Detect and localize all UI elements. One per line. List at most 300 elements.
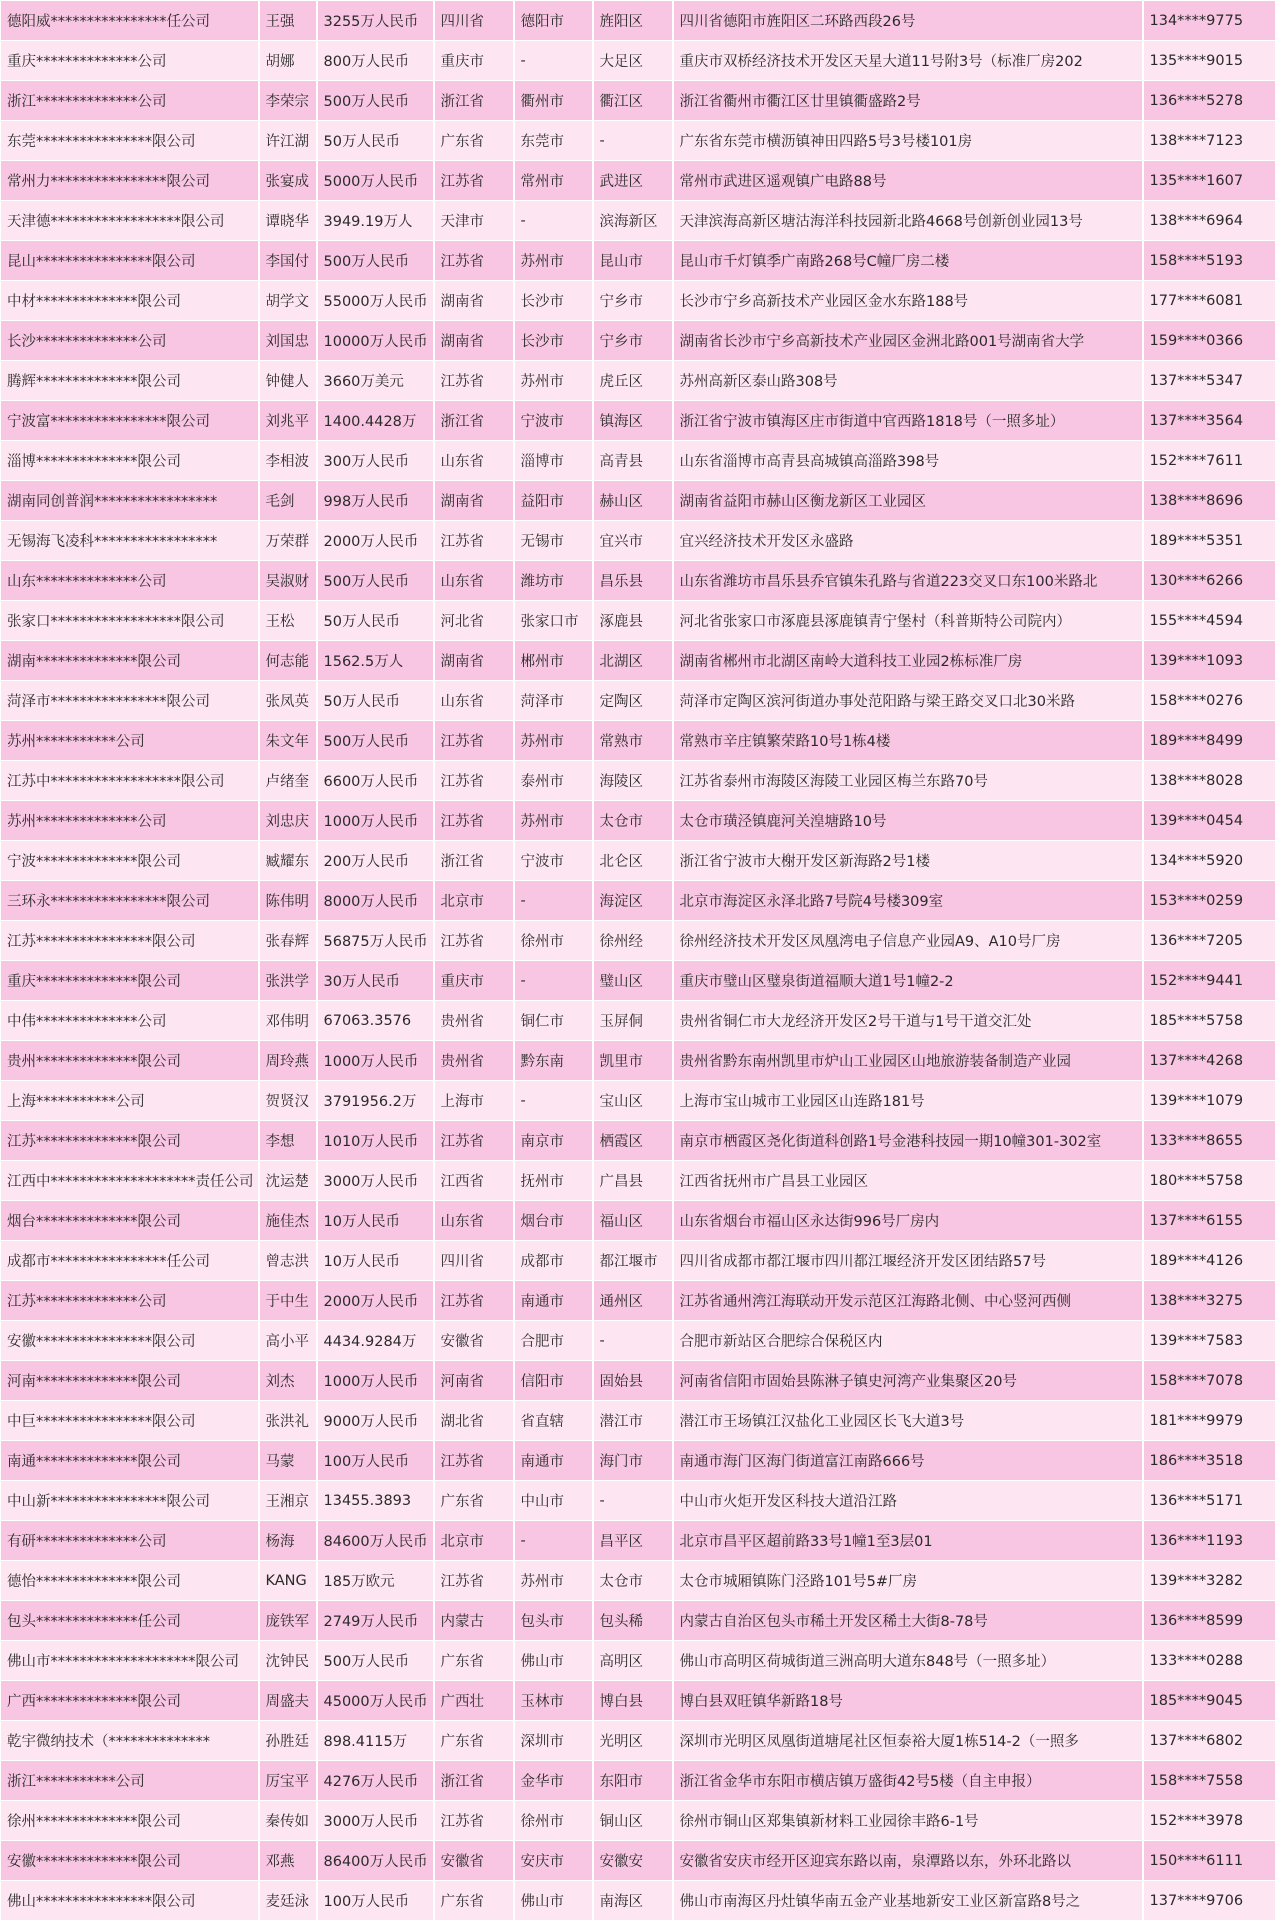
phone-cell: 155****4594 xyxy=(1143,601,1276,641)
district-cell: 镇海区 xyxy=(593,401,673,441)
legal-rep-cell: 刘兆平 xyxy=(259,401,317,441)
legal-rep-cell: 王湘京 xyxy=(259,1481,317,1521)
province-cell: 天津市 xyxy=(434,201,514,241)
table-row xyxy=(1,641,1276,681)
phone-cell: 185****9045 xyxy=(1143,1681,1276,1721)
capital-cell: 8000万人民币 xyxy=(317,881,434,921)
phone-cell: 133****8655 xyxy=(1143,1121,1276,1161)
company-name-cell: 重庆**************限公司 xyxy=(1,961,259,1001)
district-cell: 宝山区 xyxy=(593,1081,673,1121)
capital-cell: 4434.9284万 xyxy=(317,1321,434,1361)
company-name-cell: 安徽****************限公司 xyxy=(1,1321,259,1361)
legal-rep-cell: 周盛夫 xyxy=(259,1681,317,1721)
city-cell: 铜仁市 xyxy=(514,1001,593,1041)
company-name-cell: 江苏**************限公司 xyxy=(1,1121,259,1161)
province-cell: 江苏省 xyxy=(434,1801,514,1841)
capital-cell: 30万人民币 xyxy=(317,961,434,1001)
capital-cell: 1000万人民币 xyxy=(317,1041,434,1081)
company-name-cell: 德阳威****************任公司 xyxy=(1,1,259,41)
company-name-cell: 有研**************公司 xyxy=(1,1521,259,1561)
company-name-cell: 江西中********************责任公司 xyxy=(1,1161,259,1201)
province-cell: 北京市 xyxy=(434,881,514,921)
city-cell: 中山市 xyxy=(514,1481,593,1521)
legal-rep-cell: 吴淑财 xyxy=(259,561,317,601)
city-cell: 南通市 xyxy=(514,1281,593,1321)
legal-rep-cell: 万荣群 xyxy=(259,521,317,561)
phone-cell: 189****5351 xyxy=(1143,521,1276,561)
capital-cell: 84600万人民币 xyxy=(317,1521,434,1561)
address-cell: 佛山市南海区丹灶镇华南五金产业基地新安工业区新富路8号之 xyxy=(673,1881,1143,1921)
legal-rep-cell: 张春辉 xyxy=(259,921,317,961)
city-cell: 苏州市 xyxy=(514,241,593,281)
city-cell: - xyxy=(514,41,593,81)
phone-cell: 137****5347 xyxy=(1143,361,1276,401)
capital-cell: 200万人民币 xyxy=(317,841,434,881)
city-cell: 信阳市 xyxy=(514,1361,593,1401)
table-row xyxy=(1,1601,1276,1641)
legal-rep-cell: 朱文年 xyxy=(259,721,317,761)
table-row xyxy=(1,1641,1276,1681)
table-row xyxy=(1,241,1276,281)
table-row xyxy=(1,841,1276,881)
province-cell: 河南省 xyxy=(434,1361,514,1401)
city-cell: 南通市 xyxy=(514,1441,593,1481)
table-row xyxy=(1,1441,1276,1481)
province-cell: 山东省 xyxy=(434,1201,514,1241)
phone-cell: 138****7123 xyxy=(1143,121,1276,161)
table-row xyxy=(1,921,1276,961)
legal-rep-cell: 张洪礼 xyxy=(259,1401,317,1441)
address-cell: 宜兴经济技术开发区永盛路 xyxy=(673,521,1143,561)
capital-cell: 50万人民币 xyxy=(317,121,434,161)
city-cell: 菏泽市 xyxy=(514,681,593,721)
district-cell: 北湖区 xyxy=(593,641,673,681)
capital-cell: 50万人民币 xyxy=(317,601,434,641)
legal-rep-cell: 谭晓华 xyxy=(259,201,317,241)
district-cell: 高明区 xyxy=(593,1641,673,1681)
phone-cell: 185****5758 xyxy=(1143,1001,1276,1041)
phone-cell: 130****6266 xyxy=(1143,561,1276,601)
company-name-cell: 三环永****************限公司 xyxy=(1,881,259,921)
phone-cell: 189****8499 xyxy=(1143,721,1276,761)
capital-cell: 898.4115万 xyxy=(317,1721,434,1761)
phone-cell: 137****6155 xyxy=(1143,1201,1276,1241)
table-row xyxy=(1,1081,1276,1121)
company-name-cell: 宁波富****************限公司 xyxy=(1,401,259,441)
province-cell: 江苏省 xyxy=(434,1441,514,1481)
province-cell: 山东省 xyxy=(434,441,514,481)
company-name-cell: 苏州**************公司 xyxy=(1,801,259,841)
company-name-cell: 浙江***********公司 xyxy=(1,1761,259,1801)
company-name-cell: 成都市****************任公司 xyxy=(1,1241,259,1281)
company-name-cell: 贵州**************限公司 xyxy=(1,1041,259,1081)
capital-cell: 3000万人民币 xyxy=(317,1801,434,1841)
address-cell: 中山市火炬开发区科技大道沿江路 xyxy=(673,1481,1143,1521)
city-cell: 合肥市 xyxy=(514,1321,593,1361)
company-name-cell: 中伟**************公司 xyxy=(1,1001,259,1041)
address-cell: 江苏省泰州市海陵区海陵工业园区梅兰东路70号 xyxy=(673,761,1143,801)
table-row xyxy=(1,121,1276,161)
table-row xyxy=(1,1801,1276,1841)
table-row xyxy=(1,401,1276,441)
capital-cell: 500万人民币 xyxy=(317,1641,434,1681)
capital-cell: 2000万人民币 xyxy=(317,1281,434,1321)
city-cell: 徐州市 xyxy=(514,1801,593,1841)
district-cell: 常熟市 xyxy=(593,721,673,761)
phone-cell: 138****3275 xyxy=(1143,1281,1276,1321)
address-cell: 湖南省益阳市赫山区衡龙新区工业园区 xyxy=(673,481,1143,521)
table-row xyxy=(1,801,1276,841)
phone-cell: 152****7611 xyxy=(1143,441,1276,481)
district-cell: 虎丘区 xyxy=(593,361,673,401)
city-cell: - xyxy=(514,1521,593,1561)
city-cell: 苏州市 xyxy=(514,801,593,841)
address-cell: 昆山市千灯镇季广南路268号C幢厂房二楼 xyxy=(673,241,1143,281)
legal-rep-cell: KANG xyxy=(259,1561,317,1601)
address-cell: 山东省淄博市高青县高城镇高淄路398号 xyxy=(673,441,1143,481)
phone-cell: 158****7558 xyxy=(1143,1761,1276,1801)
company-name-cell: 佛山市********************限公司 xyxy=(1,1641,259,1681)
capital-cell: 2749万人民币 xyxy=(317,1601,434,1641)
city-cell: 宁波市 xyxy=(514,841,593,881)
legal-rep-cell: 马蒙 xyxy=(259,1441,317,1481)
province-cell: 湖南省 xyxy=(434,481,514,521)
district-cell: 通州区 xyxy=(593,1281,673,1321)
phone-cell: 136****5171 xyxy=(1143,1481,1276,1521)
district-cell: 太仓市 xyxy=(593,1561,673,1601)
phone-cell: 135****1607 xyxy=(1143,161,1276,201)
legal-rep-cell: 臧耀东 xyxy=(259,841,317,881)
phone-cell: 158****5193 xyxy=(1143,241,1276,281)
province-cell: 广东省 xyxy=(434,121,514,161)
city-cell: - xyxy=(514,201,593,241)
capital-cell: 13455.3893 xyxy=(317,1481,434,1521)
address-cell: 安徽省安庆市经开区迎宾东路以南，泉潭路以东，外环北路以 xyxy=(673,1841,1143,1881)
district-cell: 旌阳区 xyxy=(593,1,673,41)
company-name-cell: 昆山****************限公司 xyxy=(1,241,259,281)
address-cell: 深圳市光明区凤凰街道塘尾社区恒泰裕大厦1栋514-2（一照多 xyxy=(673,1721,1143,1761)
company-name-cell: 菏泽市****************限公司 xyxy=(1,681,259,721)
district-cell: 东阳市 xyxy=(593,1761,673,1801)
city-cell: 无锡市 xyxy=(514,521,593,561)
city-cell: 苏州市 xyxy=(514,721,593,761)
address-cell: 苏州高新区泰山路308号 xyxy=(673,361,1143,401)
company-name-cell: 山东**************公司 xyxy=(1,561,259,601)
phone-cell: 138****6964 xyxy=(1143,201,1276,241)
table-row xyxy=(1,1721,1276,1761)
company-name-cell: 德怡**************限公司 xyxy=(1,1561,259,1601)
legal-rep-cell: 邓伟明 xyxy=(259,1001,317,1041)
province-cell: 浙江省 xyxy=(434,841,514,881)
legal-rep-cell: 李国付 xyxy=(259,241,317,281)
capital-cell: 100万人民币 xyxy=(317,1881,434,1921)
city-cell: 安庆市 xyxy=(514,1841,593,1881)
province-cell: 贵州省 xyxy=(434,1001,514,1041)
company-name-cell: 江苏中******************限公司 xyxy=(1,761,259,801)
phone-cell: 138****8028 xyxy=(1143,761,1276,801)
table-row xyxy=(1,681,1276,721)
table-row xyxy=(1,1201,1276,1241)
address-cell: 天津滨海高新区塘沽海洋科技园新北路4668号创新创业园13号 xyxy=(673,201,1143,241)
province-cell: 江苏省 xyxy=(434,241,514,281)
district-cell: 安徽安 xyxy=(593,1841,673,1881)
legal-rep-cell: 杨海 xyxy=(259,1521,317,1561)
district-cell: 滨海新区 xyxy=(593,201,673,241)
legal-rep-cell: 张宴成 xyxy=(259,161,317,201)
capital-cell: 6600万人民币 xyxy=(317,761,434,801)
address-cell: 贵州省铜仁市大龙经济开发区2号干道与1号干道交汇处 xyxy=(673,1001,1143,1041)
city-cell: 南京市 xyxy=(514,1121,593,1161)
district-cell: 北仑区 xyxy=(593,841,673,881)
address-cell: 四川省德阳市旌阳区二环路西段26号 xyxy=(673,1,1143,41)
company-name-cell: 乾宇微纳技术（************** xyxy=(1,1721,259,1761)
phone-cell: 133****0288 xyxy=(1143,1641,1276,1681)
legal-rep-cell: 王松 xyxy=(259,601,317,641)
capital-cell: 998万人民币 xyxy=(317,481,434,521)
company-name-cell: 安徽**************限公司 xyxy=(1,1841,259,1881)
legal-rep-cell: 刘杰 xyxy=(259,1361,317,1401)
address-cell: 合肥市新站区合肥综合保税区内 xyxy=(673,1321,1143,1361)
phone-cell: 134****5920 xyxy=(1143,841,1276,881)
province-cell: 贵州省 xyxy=(434,1041,514,1081)
address-cell: 南通市海门区海门街道富江南路666号 xyxy=(673,1441,1143,1481)
district-cell: 宁乡市 xyxy=(593,281,673,321)
phone-cell: 180****5758 xyxy=(1143,1161,1276,1201)
legal-rep-cell: 秦传如 xyxy=(259,1801,317,1841)
company-name-cell: 浙江**************公司 xyxy=(1,81,259,121)
company-name-cell: 张家口******************限公司 xyxy=(1,601,259,641)
address-cell: 河南省信阳市固始县陈淋子镇史河湾产业集聚区20号 xyxy=(673,1361,1143,1401)
company-name-cell: 长沙**************公司 xyxy=(1,321,259,361)
phone-cell: 189****4126 xyxy=(1143,1241,1276,1281)
capital-cell: 500万人民币 xyxy=(317,561,434,601)
city-cell: 抚州市 xyxy=(514,1161,593,1201)
table-row xyxy=(1,521,1276,561)
phone-cell: 139****0454 xyxy=(1143,801,1276,841)
district-cell: 固始县 xyxy=(593,1361,673,1401)
capital-cell: 185万欧元 xyxy=(317,1561,434,1601)
table-row xyxy=(1,1361,1276,1401)
province-cell: 四川省 xyxy=(434,1241,514,1281)
address-cell: 贵州省黔东南州凯里市炉山工业园区山地旅游装备制造产业园 xyxy=(673,1041,1143,1081)
city-cell: 深圳市 xyxy=(514,1721,593,1761)
capital-cell: 3660万美元 xyxy=(317,361,434,401)
district-cell: 涿鹿县 xyxy=(593,601,673,641)
capital-cell: 55000万人民币 xyxy=(317,281,434,321)
company-name-cell: 湖南同创普润***************** xyxy=(1,481,259,521)
district-cell: 凯里市 xyxy=(593,1041,673,1081)
capital-cell: 100万人民币 xyxy=(317,1441,434,1481)
address-cell: 北京市昌平区超前路33号1幢1至3层01 xyxy=(673,1521,1143,1561)
address-cell: 常熟市辛庄镇繁荣路10号1栋4楼 xyxy=(673,721,1143,761)
legal-rep-cell: 庞铁军 xyxy=(259,1601,317,1641)
district-cell: 潜江市 xyxy=(593,1401,673,1441)
table-row xyxy=(1,1881,1276,1921)
table-row xyxy=(1,161,1276,201)
table-row xyxy=(1,881,1276,921)
capital-cell: 3791956.2万 xyxy=(317,1081,434,1121)
legal-rep-cell: 孙胜廷 xyxy=(259,1721,317,1761)
district-cell: 海陵区 xyxy=(593,761,673,801)
table-row xyxy=(1,1321,1276,1361)
legal-rep-cell: 钟健人 xyxy=(259,361,317,401)
city-cell: 潍坊市 xyxy=(514,561,593,601)
city-cell: 宁波市 xyxy=(514,401,593,441)
capital-cell: 67063.3576 xyxy=(317,1001,434,1041)
table-row xyxy=(1,321,1276,361)
table-row xyxy=(1,441,1276,481)
phone-cell: 152****9441 xyxy=(1143,961,1276,1001)
table-row xyxy=(1,201,1276,241)
province-cell: 湖北省 xyxy=(434,1401,514,1441)
legal-rep-cell: 刘忠庆 xyxy=(259,801,317,841)
table-row xyxy=(1,1761,1276,1801)
table-row xyxy=(1,761,1276,801)
province-cell: 湖南省 xyxy=(434,281,514,321)
province-cell: 江苏省 xyxy=(434,161,514,201)
phone-cell: 181****9979 xyxy=(1143,1401,1276,1441)
district-cell: 昆山市 xyxy=(593,241,673,281)
legal-rep-cell: 厉宝平 xyxy=(259,1761,317,1801)
phone-cell: 137****4268 xyxy=(1143,1041,1276,1081)
company-name-cell: 湖南**************限公司 xyxy=(1,641,259,681)
phone-cell: 139****1079 xyxy=(1143,1081,1276,1121)
address-cell: 浙江省衢州市衢江区廿里镇衢盛路2号 xyxy=(673,81,1143,121)
city-cell: 金华市 xyxy=(514,1761,593,1801)
city-cell: 省直辖 xyxy=(514,1401,593,1441)
table-row xyxy=(1,1001,1276,1041)
company-name-cell: 中山新****************限公司 xyxy=(1,1481,259,1521)
province-cell: 内蒙古 xyxy=(434,1601,514,1641)
province-cell: 重庆市 xyxy=(434,41,514,81)
capital-cell: 4276万人民币 xyxy=(317,1761,434,1801)
district-cell: 定陶区 xyxy=(593,681,673,721)
address-cell: 太仓市璜泾镇鹿河关湟塘路10号 xyxy=(673,801,1143,841)
capital-cell: 1400.4428万 xyxy=(317,401,434,441)
table-row xyxy=(1,1041,1276,1081)
address-cell: 山东省潍坊市昌乐县乔官镇朱孔路与省道223交叉口东100米路北 xyxy=(673,561,1143,601)
province-cell: 江苏省 xyxy=(434,801,514,841)
province-cell: 浙江省 xyxy=(434,81,514,121)
city-cell: 郴州市 xyxy=(514,641,593,681)
table-row xyxy=(1,1681,1276,1721)
district-cell: 宁乡市 xyxy=(593,321,673,361)
address-cell: 北京市海淀区永泽北路7号院4号楼309室 xyxy=(673,881,1143,921)
district-cell: 海淀区 xyxy=(593,881,673,921)
company-name-cell: 宁波**************限公司 xyxy=(1,841,259,881)
phone-cell: 150****6111 xyxy=(1143,1841,1276,1881)
company-name-cell: 烟台**************限公司 xyxy=(1,1201,259,1241)
company-name-cell: 江苏****************限公司 xyxy=(1,921,259,961)
district-cell: - xyxy=(593,121,673,161)
district-cell: 璧山区 xyxy=(593,961,673,1001)
province-cell: 安徽省 xyxy=(434,1321,514,1361)
table-row xyxy=(1,1281,1276,1321)
district-cell: 海门市 xyxy=(593,1441,673,1481)
legal-rep-cell: 许江湖 xyxy=(259,121,317,161)
city-cell: 常州市 xyxy=(514,161,593,201)
city-cell: 苏州市 xyxy=(514,1561,593,1601)
capital-cell: 500万人民币 xyxy=(317,721,434,761)
table-row xyxy=(1,1521,1276,1561)
capital-cell: 56875万人民币 xyxy=(317,921,434,961)
district-cell: 南海区 xyxy=(593,1881,673,1921)
province-cell: 江苏省 xyxy=(434,721,514,761)
district-cell: 武进区 xyxy=(593,161,673,201)
company-name-cell: 无锡海飞凌科***************** xyxy=(1,521,259,561)
province-cell: 北京市 xyxy=(434,1521,514,1561)
capital-cell: 86400万人民币 xyxy=(317,1841,434,1881)
district-cell: 光明区 xyxy=(593,1721,673,1761)
table-row xyxy=(1,1481,1276,1521)
district-cell: 昌乐县 xyxy=(593,561,673,601)
phone-cell: 158****7078 xyxy=(1143,1361,1276,1401)
company-name-cell: 佛山****************限公司 xyxy=(1,1881,259,1921)
province-cell: 广东省 xyxy=(434,1641,514,1681)
address-cell: 潜江市王场镇江汉盐化工业园区长飞大道3号 xyxy=(673,1401,1143,1441)
company-name-cell: 河南**************限公司 xyxy=(1,1361,259,1401)
company-name-cell: 南通**************限公司 xyxy=(1,1441,259,1481)
province-cell: 重庆市 xyxy=(434,961,514,1001)
address-cell: 广东省东莞市横沥镇神田四路5号3号楼101房 xyxy=(673,121,1143,161)
legal-rep-cell: 胡学文 xyxy=(259,281,317,321)
phone-cell: 134****9775 xyxy=(1143,1,1276,41)
legal-rep-cell: 邓燕 xyxy=(259,1841,317,1881)
legal-rep-cell: 李想 xyxy=(259,1121,317,1161)
district-cell: 都江堰市 xyxy=(593,1241,673,1281)
company-name-cell: 常州力****************限公司 xyxy=(1,161,259,201)
city-cell: 泰州市 xyxy=(514,761,593,801)
capital-cell: 45000万人民币 xyxy=(317,1681,434,1721)
capital-cell: 1010万人民币 xyxy=(317,1121,434,1161)
capital-cell: 3255万人民币 xyxy=(317,1,434,41)
phone-cell: 139****7583 xyxy=(1143,1321,1276,1361)
capital-cell: 1000万人民币 xyxy=(317,801,434,841)
district-cell: 广昌县 xyxy=(593,1161,673,1201)
capital-cell: 3949.19万人 xyxy=(317,201,434,241)
province-cell: 山东省 xyxy=(434,561,514,601)
district-cell: 大足区 xyxy=(593,41,673,81)
address-cell: 江苏省通州湾江海联动开发示范区江海路北侧、中心竖河西侧 xyxy=(673,1281,1143,1321)
company-name-cell: 苏州***********公司 xyxy=(1,721,259,761)
district-cell: 栖霞区 xyxy=(593,1121,673,1161)
legal-rep-cell: 卢绪奎 xyxy=(259,761,317,801)
province-cell: 浙江省 xyxy=(434,1761,514,1801)
address-cell: 重庆市璧山区璧泉街道福顺大道1号1幢2-2 xyxy=(673,961,1143,1001)
legal-rep-cell: 沈运楚 xyxy=(259,1161,317,1201)
legal-rep-cell: 何志能 xyxy=(259,641,317,681)
capital-cell: 1562.5万人 xyxy=(317,641,434,681)
address-cell: 上海市宝山城市工业园区山连路181号 xyxy=(673,1081,1143,1121)
capital-cell: 800万人民币 xyxy=(317,41,434,81)
table-row xyxy=(1,361,1276,401)
province-cell: 广东省 xyxy=(434,1721,514,1761)
legal-rep-cell: 沈钟民 xyxy=(259,1641,317,1681)
city-cell: - xyxy=(514,881,593,921)
city-cell: 包头市 xyxy=(514,1601,593,1641)
company-name-cell: 中巨****************限公司 xyxy=(1,1401,259,1441)
table-row xyxy=(1,1841,1276,1881)
company-name-cell: 上海***********公司 xyxy=(1,1081,259,1121)
district-cell: 赫山区 xyxy=(593,481,673,521)
phone-cell: 158****0276 xyxy=(1143,681,1276,721)
province-cell: 江苏省 xyxy=(434,761,514,801)
legal-rep-cell: 张洪学 xyxy=(259,961,317,1001)
legal-rep-cell: 李相波 xyxy=(259,441,317,481)
capital-cell: 500万人民币 xyxy=(317,241,434,281)
district-cell: 徐州经 xyxy=(593,921,673,961)
province-cell: 浙江省 xyxy=(434,401,514,441)
